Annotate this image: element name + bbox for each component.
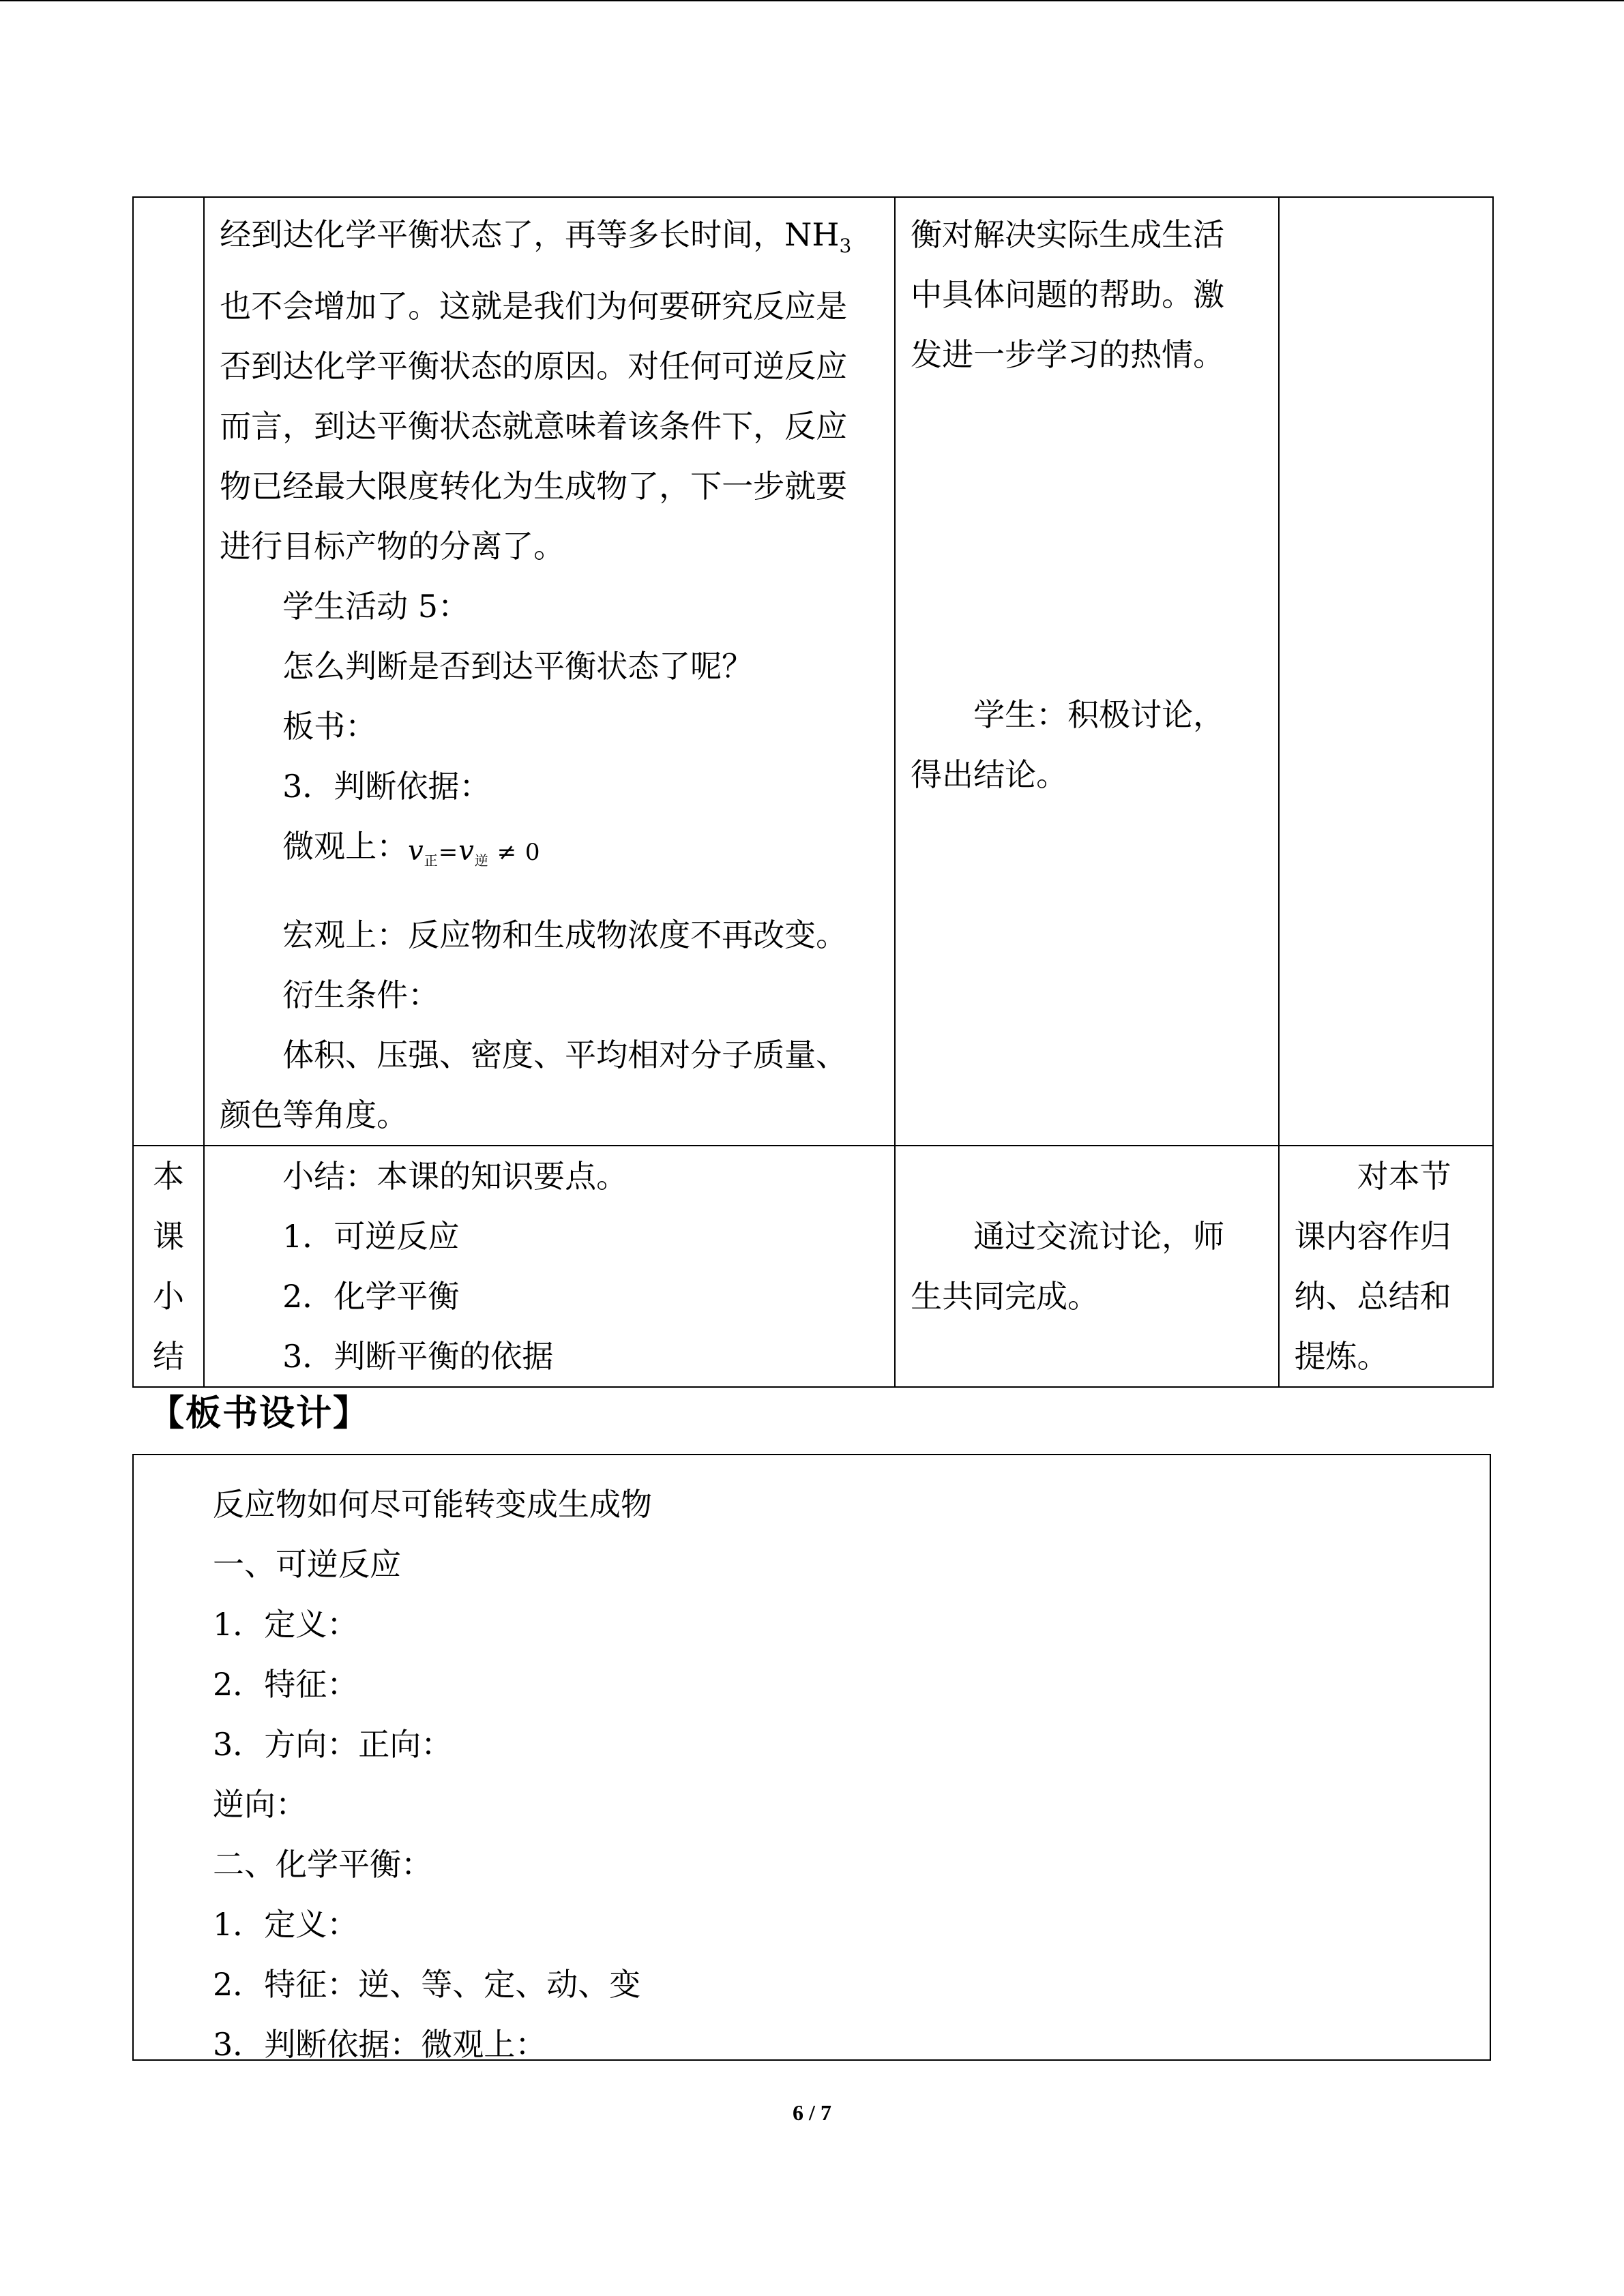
text-line: 而言，到达平衡状态就意味着该条件下，反应 xyxy=(220,408,848,445)
derived-conditions-label: 衍生条件： xyxy=(282,976,440,1013)
text-line: 否到达化学平衡状态的原因。对任何可逆反应 xyxy=(220,348,848,385)
student-response-line: 学生：积极讨论， xyxy=(973,696,1225,733)
row1-student-activity-cell xyxy=(895,197,1279,1146)
board-line: 2．特征：逆、等、定、动、变 xyxy=(213,1966,641,2003)
text-line: 课内容作归 xyxy=(1294,1218,1451,1255)
board-line: 逆向： xyxy=(213,1786,307,1823)
text-line: 也不会增加了。这就是我们为何要研究反应是 xyxy=(220,288,848,325)
macro-criteria-line: 宏观上：反应物和生成物浓度不再改变。 xyxy=(282,916,848,953)
summary-intent-cell xyxy=(1279,1146,1493,1387)
student-response-line: 得出结论。 xyxy=(911,756,1068,793)
vertical-char: 小 xyxy=(153,1278,185,1315)
text-line: 提炼。 xyxy=(1294,1338,1389,1375)
text-line: 物已经最大限度转化为生成物了，下一步就要 xyxy=(220,468,848,505)
summary-item: 1．可逆反应 xyxy=(282,1218,460,1255)
text-line: 衡对解决实际生成生活 xyxy=(911,216,1225,253)
row1-teacher-activity-cell xyxy=(204,197,895,1146)
board-design-box xyxy=(132,1454,1491,2061)
text-line: 生共同完成。 xyxy=(911,1278,1099,1315)
vertical-char: 课 xyxy=(153,1218,185,1255)
row1-col4-cell xyxy=(1279,197,1493,1146)
summary-student-cell xyxy=(895,1146,1279,1387)
question-text: 怎么判断是否到达平衡状态了呢？ xyxy=(282,648,754,685)
summary-content-cell xyxy=(204,1146,895,1387)
text-line: 体积、压强、密度、平均相对分子质量、 xyxy=(282,1037,848,1073)
board-line: 1．定义： xyxy=(213,1906,359,1943)
lesson-plan-table xyxy=(132,196,1494,1388)
equilibrium-rate-formula: $v_正=v_逆 \ne 0$ xyxy=(408,835,541,869)
text-line: 中具体问题的帮助。激 xyxy=(911,276,1225,313)
micro-criteria-line: 微观上：$v_正=v_逆 \ne 0$ xyxy=(282,828,541,869)
text-line: 经到达化学平衡状态了，再等多长时间，$NH_3$ xyxy=(220,216,852,257)
text-line: 发进一步学习的热情。 xyxy=(911,336,1225,373)
table-row-lesson-summary xyxy=(133,1146,1493,1387)
row1-col1-cell xyxy=(133,197,204,1146)
summary-item: 2．化学平衡 xyxy=(282,1278,460,1315)
board-line: 1．定义： xyxy=(213,1606,359,1643)
vertical-char: 结 xyxy=(153,1338,185,1375)
board-design-heading: 【板书设计】 xyxy=(149,1393,370,1434)
text-line: 纳、总结和 xyxy=(1294,1278,1451,1315)
text-line: 进行目标产物的分离了。 xyxy=(220,528,565,565)
text-line: 颜色等角度。 xyxy=(220,1097,409,1133)
student-activity-label: 学生活动 5： xyxy=(282,588,469,625)
board-line: 反应物如何尽可能转变成生成物 xyxy=(213,1486,652,1523)
summary-item: 3．判断平衡的依据 xyxy=(282,1338,554,1375)
blackboard-label: 板书： xyxy=(282,708,377,745)
board-line: 3．判断依据：微观上： xyxy=(213,2026,547,2063)
page-number: 6 / 7 xyxy=(793,2100,831,2125)
text-line: 通过交流讨论，师 xyxy=(973,1218,1225,1255)
criteria-heading: 3．判断依据： xyxy=(282,768,491,805)
board-line: 2．特征： xyxy=(213,1666,359,1703)
table-row-teaching-process xyxy=(133,197,1493,1146)
board-line: 一、可逆反应 xyxy=(213,1546,401,1583)
board-line: 3．方向：正向： xyxy=(213,1726,453,1763)
summary-label-cell xyxy=(133,1146,204,1387)
vertical-char: 本 xyxy=(153,1158,185,1195)
board-line: 二、化学平衡： xyxy=(213,1846,432,1883)
summary-title: 小结：本课的知识要点。 xyxy=(282,1158,628,1195)
top-border-line xyxy=(0,0,1624,1)
text-line: 对本节 xyxy=(1357,1158,1451,1195)
